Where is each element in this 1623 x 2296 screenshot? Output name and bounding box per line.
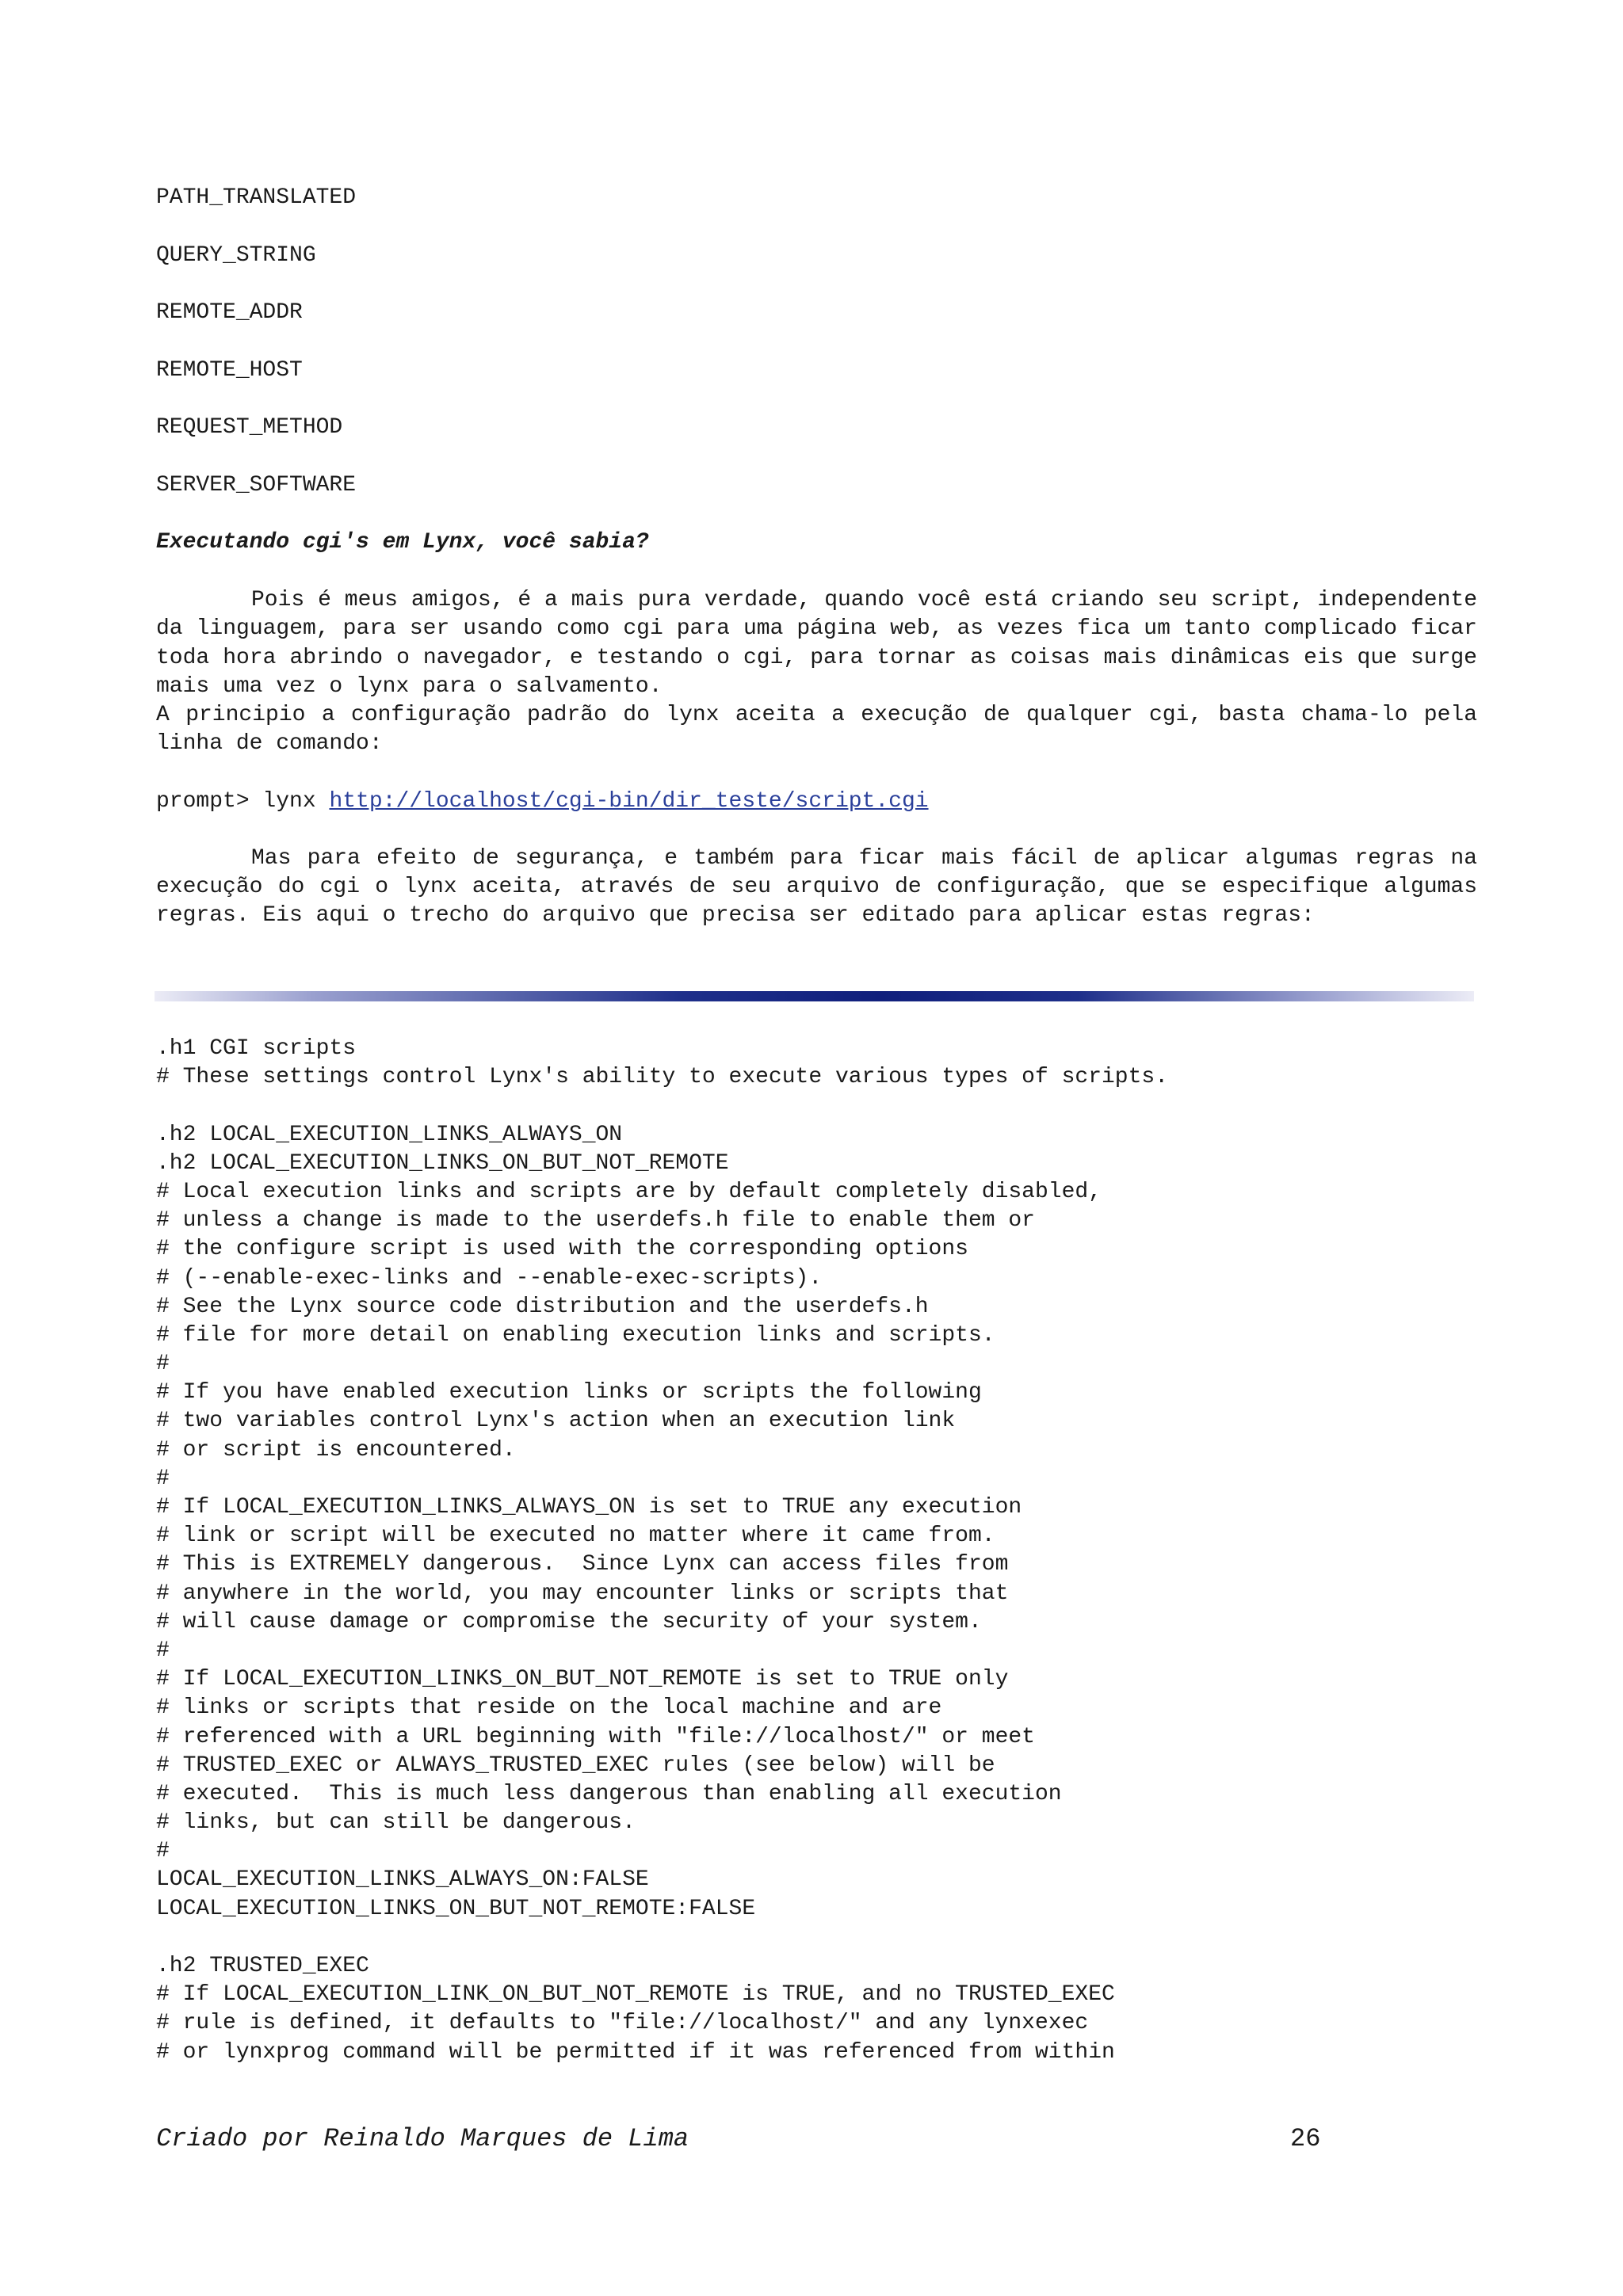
code-line: # [156,1352,170,1377]
footer-page-number: 26 [1290,2124,1321,2153]
spacer [156,816,1477,845]
code-line: # referenced with a URL beginning with "file://localhost/" or meet [156,1724,1035,1749]
code-line [156,1924,1487,1952]
code-line: # These settings control Lynx's ability to execute various types of scripts. [156,1065,1169,1090]
code-line: LOCAL_EXECUTION_LINKS_ON_BUT_NOT_REMOTE:FALSE [156,1896,756,1921]
code-line: # unless a change is made to the userdefs.h file to enable them or [156,1208,1035,1234]
code-line: # executed. This is much less dangerous than enabling all execution [156,1781,1062,1806]
code-line: # links or scripts that reside on the local machine and are [156,1695,942,1721]
code-line: .h2 TRUSTED_EXEC [156,1954,369,1978]
footer-author: Criado por Reinaldo Marques de Lima [156,2124,689,2153]
code-line: # TRUSTED_EXEC or ALWAYS_TRUSTED_EXEC rules (see below) will be [156,1753,995,1778]
code-line: # If LOCAL_EXECUTION_LINK_ON_BUT_NOT_REMOTE is TRUE, and no TRUSTED_EXEC [156,1982,1115,2008]
code-line: # two variables control Lynx's action when an execution link [156,1409,956,1434]
code-line: # If LOCAL_EXECUTION_LINKS_ALWAYS_ON is set to TRUE any execution [156,1495,1022,1520]
env-var-remote-host: REMOTE_HOST [156,357,303,383]
code-line: # [156,1466,170,1491]
code-line: # links, but can still be dangerous. [156,1810,636,1836]
paragraph-default-config: A principio a configuração padrão do lynx aceita a execução de qualquer cgi, basta chama-lo pela linha de comando: [156,703,1477,757]
code-line: # or lynxprog command will be permitted if it was referenced from within [156,2039,1115,2065]
command-example [156,788,1477,816]
code-line: # [156,1638,170,1663]
main-content [156,184,1477,931]
code-line: # If LOCAL_EXECUTION_LINKS_ON_BUT_NOT_REMOTE is set to TRUE only [156,1667,1009,1692]
code-line: .h1 CGI scripts [156,1036,357,1061]
code-line: # or script is encountered. [156,1437,516,1463]
config-code-block [156,1035,1487,2067]
gradient-divider [155,991,1474,1001]
code-line: # rule is defined, it defaults to "file://localhost/" and any lynxexec [156,2011,1089,2036]
env-var-request-method: REQUEST_METHOD [156,415,343,440]
env-var-server-software: SERVER_SOFTWARE [156,472,357,498]
command-prompt: prompt> lynx [156,788,330,814]
code-line: # the configure script is used with the corresponding options [156,1237,968,1262]
code-line [156,1092,1487,1120]
code-line: # link or script will be executed no matter where it came from. [156,1524,995,1549]
code-line: # This is EXTREMELY dangerous. Since Lynx can access files from [156,1552,1009,1577]
code-line: LOCAL_EXECUTION_LINKS_ALWAYS_ON:FALSE [156,1867,649,1893]
env-var-path-translated: PATH_TRANSLATED [156,185,357,210]
paragraph-intro: Pois é meus amigos, é a mais pura verdade, quando você está criando seu script, independente da linguagem, para ser usando como cgi para uma página web, as vezes fica um tanto complicado ficar toda hora abrindo o navegador, e testando o cgi, para tornar as coisas mais dinâmicas eis que surge mais uma vez o lynx para o salvamento. [156,588,1477,699]
section-heading: Executando cgi's em Lynx, você sabia? [156,530,649,555]
code-line: # [156,1839,170,1864]
code-line: # file for more detail on enabling execution links and scripts. [156,1322,995,1348]
code-line: .h2 LOCAL_EXECUTION_LINKS_ALWAYS_ON [156,1122,623,1147]
code-line: .h2 LOCAL_EXECUTION_LINKS_ON_BUT_NOT_REMOTE [156,1150,729,1176]
env-var-remote-addr: REMOTE_ADDR [156,300,303,325]
code-line: # Local execution links and scripts are by default completely disabled, [156,1179,1102,1204]
env-var-query-string: QUERY_STRING [156,242,316,268]
command-url-link[interactable]: http://localhost/cgi-bin/dir_teste/script.cgi [329,788,929,814]
code-line: # anywhere in the world, you may encounter links or scripts that [156,1581,1009,1606]
code-line: # will cause damage or compromise the security of your system. [156,1609,982,1634]
paragraph-security: Mas para efeito de segurança, e também para ficar mais fácil de aplicar algumas regras na execução do cgi o lynx aceita, através de seu arquivo de configuração, que se especifique algumas regras. Eis aqui o trecho do arquivo que precisa ser editado para aplicar estas regras: [156,845,1477,929]
code-line: # See the Lynx source code distribution and the userdefs.h [156,1294,929,1319]
spacer [156,759,1477,788]
code-line: # If you have enabled execution links or scripts the following [156,1380,982,1405]
code-line: # (--enable-exec-links and --enable-exec-scripts). [156,1265,823,1291]
